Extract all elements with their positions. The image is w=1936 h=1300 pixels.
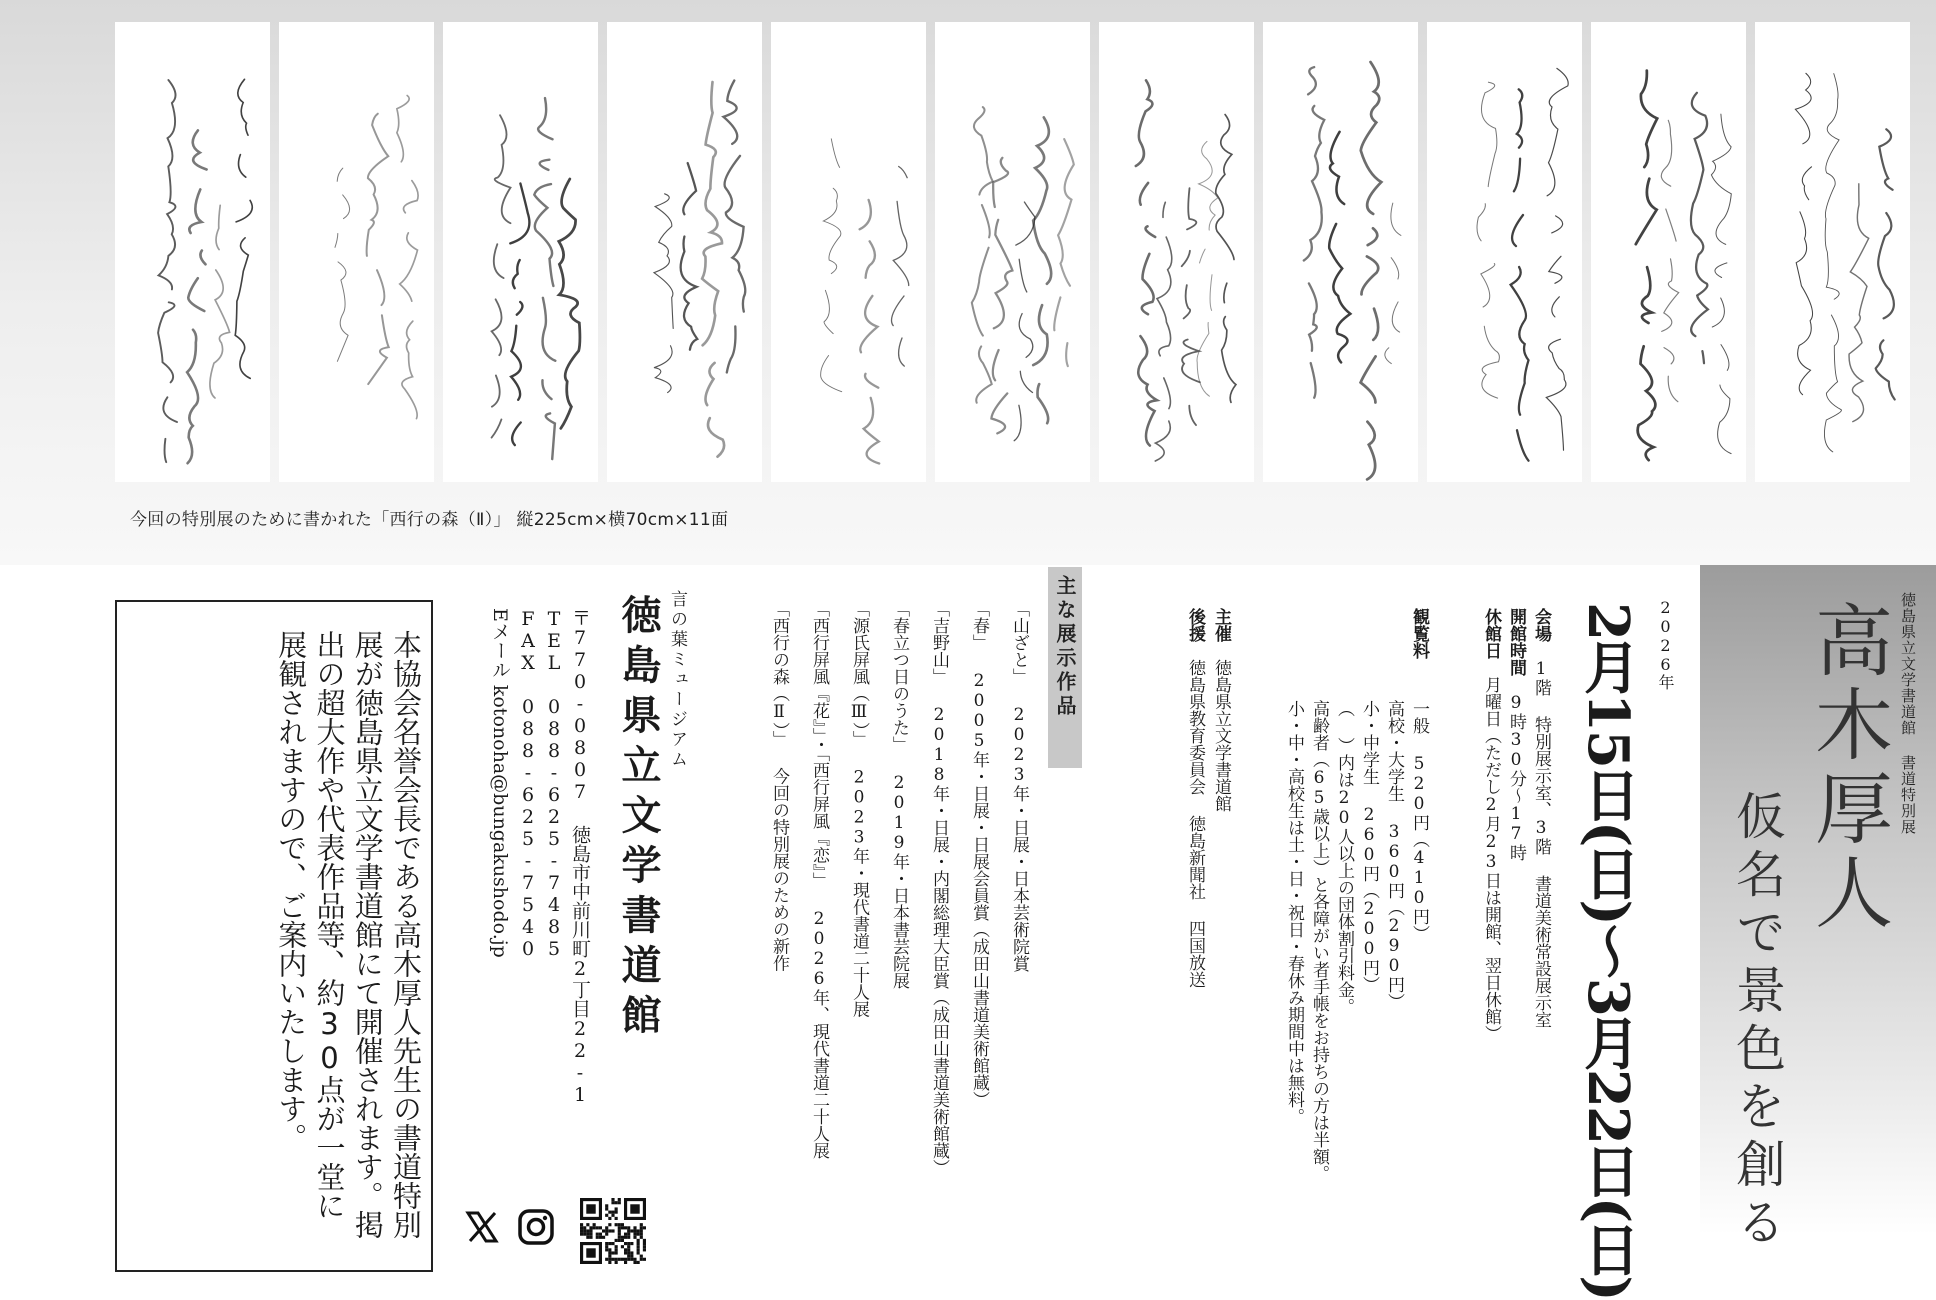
- host-label: 主催: [1211, 608, 1231, 642]
- exhibition-year: 2026年: [1656, 598, 1675, 690]
- exhibit-item: 「西行屏風『花』」・「西行屏風『恋』」 2026年、現代書道二十人展: [809, 600, 829, 1159]
- brush-stroke: [1511, 89, 1529, 477]
- calligraphy-panel: [115, 22, 270, 482]
- brush-stroke: [1155, 202, 1171, 461]
- brush-stroke: [1849, 184, 1869, 422]
- brush-stroke: [492, 115, 511, 437]
- brush-stroke: [1691, 93, 1708, 363]
- exhibition-subtitle: 仮名で景色を創る: [1728, 790, 1786, 1254]
- brush-stroke: [1361, 62, 1382, 479]
- venue-value: 1階 特別展示室、3階 書道美術常設展示室: [1531, 659, 1551, 1028]
- support-label: 後援: [1185, 608, 1205, 642]
- calligraphy-panel: [1591, 22, 1746, 482]
- brush-stroke: [335, 168, 350, 361]
- brush-stroke: [1014, 202, 1035, 441]
- brush-stroke: [821, 139, 842, 404]
- brush-stroke: [1182, 188, 1200, 425]
- brush-stroke: [367, 114, 389, 384]
- brush-stroke: [1795, 73, 1812, 394]
- x-logo-icon[interactable]: [465, 1210, 499, 1244]
- museum-address: 〒770-0807 徳島市中前川町2丁目22-1: [569, 608, 591, 1106]
- calligraphy-screen-panels: [115, 22, 1935, 484]
- brush-stroke: [235, 79, 252, 394]
- exhibit-item: 「西行の森（Ⅱ）」 今回の特別展のための新作: [769, 600, 789, 972]
- brush-stroke: [559, 179, 580, 446]
- host-value: 徳島県立文学書道館: [1211, 659, 1231, 812]
- fee-student-free-note: 小・中・高校生は土・日・祝日・春休み期間中は無料。: [1284, 700, 1304, 1125]
- venue-line: [1532, 608, 1549, 1028]
- brush-stroke: [1033, 117, 1051, 423]
- closed-label: 休館日: [1481, 608, 1501, 659]
- organizer-line: 徳島県立文学書道館 書道特別展: [1899, 592, 1917, 835]
- fee-junior: 小・中学生 260円（200円）: [1359, 700, 1379, 993]
- exhibit-item: 「春」 2005年・日展・日展会員賞（成田山書道美術館蔵）: [969, 600, 989, 1108]
- brush-stroke: [1054, 139, 1074, 379]
- calligraphy-panel: [771, 22, 926, 482]
- exhibit-item: 「吉野山」 2018年・日展・内閣総理大臣賞（成田山書道美術館蔵）: [929, 600, 949, 1176]
- venue-label: 会場: [1531, 608, 1551, 642]
- fee-group-note: （ ）内は20人以上の団体割引料金。: [1334, 700, 1354, 1015]
- fee-general: 一般 520円（410円）: [1409, 700, 1429, 942]
- calligraphy-panel: [607, 22, 762, 482]
- brush-stroke: [397, 96, 418, 419]
- notice-text: 本協会名誉会長である高木厚人先生の書道特別展が徳島県立文学書道館にて開催されます。掲出の超大作や代表作品等、約30点が一堂に展観されますので、ご案内いたします。: [274, 630, 423, 1239]
- brush-stroke: [972, 107, 993, 419]
- host-line: [1212, 608, 1229, 812]
- date-end: 3月22日(日): [1575, 977, 1641, 1300]
- brush-stroke: [860, 200, 880, 464]
- brush-stroke: [534, 98, 555, 474]
- museum-fax: FAX 088-625-7540: [517, 608, 539, 960]
- brush-stroke: [1876, 129, 1895, 419]
- brush-stroke: [1477, 82, 1499, 398]
- brush-stroke: [991, 158, 1012, 434]
- brush-stroke: [1136, 80, 1157, 445]
- brush-stroke: [1216, 115, 1236, 403]
- brush-stroke: [210, 205, 230, 398]
- museum-name: 徳島県立文学書道館: [615, 594, 661, 1044]
- brush-stroke: [1636, 71, 1657, 461]
- exhibit-item: 「源氏屏風（Ⅲ）」 2023年・現代書道二十人展: [849, 600, 869, 1018]
- brush-stroke: [892, 167, 909, 367]
- calligraphy-panel: [1755, 22, 1910, 482]
- brush-stroke: [1197, 141, 1218, 396]
- calligraphy-panel: [279, 22, 434, 482]
- museum-email[interactable]: Eメール kotonoha@bungakushodo.jp: [489, 608, 511, 958]
- calligraphy-panel: [1427, 22, 1582, 482]
- exhibit-item: 「山ざと」 2023年・日展・日本芸術院賞: [1009, 600, 1029, 972]
- artwork-caption: 今回の特別展のために書かれた「西行の森（Ⅱ）」 縦225cm×横70cm×11面: [130, 510, 729, 530]
- calligraphy-panel: [1099, 22, 1254, 482]
- date-separator: 〜: [1575, 923, 1641, 978]
- fee-senior-note: 高齢者（65歳以上）と各障がい者手帳をお持ちの方は半額。: [1309, 700, 1329, 1182]
- support-line: [1186, 608, 1203, 988]
- closed-line: [1482, 608, 1499, 1042]
- exhibition-dates: [1575, 602, 1641, 1300]
- date-start: 2月15日(日): [1575, 602, 1641, 924]
- brush-stroke: [1329, 132, 1350, 373]
- brush-stroke: [723, 81, 745, 373]
- artist-name: 高木厚人: [1802, 600, 1892, 936]
- calligraphy-panel: [1263, 22, 1418, 482]
- closed-value: 月曜日（ただし2月23日は開館、翌日休館）: [1481, 676, 1501, 1042]
- calligraphy-panel: [443, 22, 598, 482]
- fee-highschool: 高校・大学生 360円（290円）: [1384, 700, 1404, 1010]
- museum-label: 言の葉ミュージアム: [667, 590, 687, 770]
- exhibit-item: 「春立つ日のうた」 2019年・日本書芸院展: [889, 600, 909, 989]
- brush-stroke: [510, 184, 529, 465]
- brush-stroke: [158, 80, 177, 473]
- brush-stroke: [1711, 114, 1731, 474]
- brush-stroke: [1824, 74, 1841, 473]
- museum-tel: TEL 088-625-7485: [543, 608, 565, 960]
- brush-stroke: [654, 194, 673, 415]
- hours-label: 開館時間: [1506, 608, 1526, 676]
- brush-stroke: [681, 163, 698, 363]
- brush-stroke: [187, 130, 207, 463]
- brush-stroke: [1304, 67, 1325, 408]
- brush-stroke: [702, 82, 724, 457]
- brush-stroke: [1546, 68, 1568, 450]
- instagram-icon[interactable]: [517, 1208, 555, 1246]
- support-value: 徳島県教育委員会 徳島新聞社 四国放送: [1185, 659, 1205, 988]
- fee-label: 観覧料: [1409, 608, 1429, 659]
- hours-value: 9時30分〜17時: [1506, 693, 1526, 861]
- hours-line: [1507, 608, 1524, 861]
- exhibits-heading: 主な展示作品: [1048, 567, 1082, 768]
- qr-code[interactable]: [580, 1198, 646, 1264]
- brush-stroke: [1385, 203, 1401, 383]
- calligraphy-panel: [935, 22, 1090, 482]
- brush-stroke: [1661, 120, 1678, 401]
